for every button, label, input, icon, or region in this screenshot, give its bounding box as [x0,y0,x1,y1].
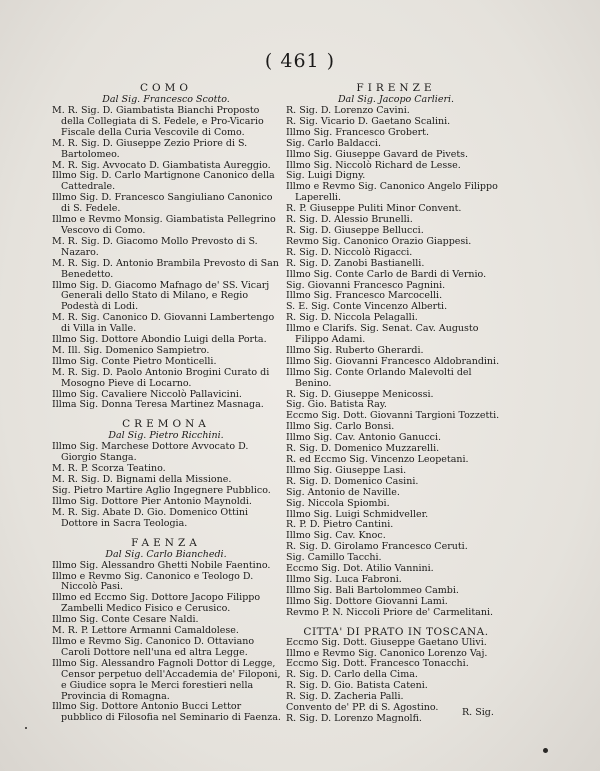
subscriber-entry: Illmo Sig. Giovanni Francesco Aldobrandini. [286,355,500,367]
subscriber-entry: Illmo Sig. Marchese Dottore Avvocato D. Giorgio Stanga. [52,441,249,464]
subscriber-entry: M. R. Sig. D. Giacomo Mollo Prevosto di S. Nazaro. [52,235,258,258]
subscriber-entry: Illmo Sig. Alessandro Ghetti Nobile Faentino. [52,559,271,571]
section-como [50,83,282,411]
section-subheading: Dal Sig. Jacopo Carlieri. [337,94,455,105]
section-heading: FAENZA [131,536,201,549]
subscriber-entry: Illmo Sig. Ruberto Gherardi. [286,344,424,356]
subscriber-entry: Illmo e Clarifs. Sig. Senat. Cav. Augusto Filippo Adami. [286,323,479,346]
subscriber-entry: R. Sig. Vicario D. Gaetano Scalini. [286,115,451,127]
catchword: R. Sig. [462,707,494,718]
subscriber-entry: R. Sig. D. Niccolò Rigacci. [286,246,413,258]
subscriber-entry: Sig. Luigi Digny. [286,170,366,182]
subscriber-entry: Eccmo Sig. Dott. Giuseppe Gaetano Ulivi. [286,636,487,648]
subscriber-entry: Sig. Giovanni Francesco Pagnini. [286,279,446,291]
subscriber-entry: Illmo Sig. Luigi Schmidveller. [286,508,429,520]
subscriber-entry: R. P. D. Pietro Cantini. [286,519,394,531]
subscriber-entry: R. Sig. D. Giuseppe Bellucci. [286,224,424,236]
subscriber-entry: Convento de' PP. di S. Agostino. [286,702,439,714]
section-subheading: Dal Sig. Francesco Scotto. [102,94,230,105]
subscriber-entry: S. E. Sig. Conte Vincenzo Alberti. [286,301,448,313]
subscriber-entry: R. Sig. D. Alessio Brunelli. [286,214,413,226]
subscriber-entry: Illmo Sig. Luca Fabroni. [286,573,402,585]
subscriber-entry: Illmo Sig. Cav. Antonio Ganucci. [286,432,442,444]
subscriber-entry: M. R. Sig. D. Giuseppe Zezio Priore di S. Bartolomeo. [52,137,248,160]
subscriber-entry: Illmo Sig. Cav. Knoc. [286,530,386,542]
subscriber-entry: Illmo Sig. Conte Carlo de Bardi di Vernio. [286,268,487,280]
subscriber-entry: Revmo P. N. Niccoli Priore de' Carmelitani. [286,606,493,618]
subscriber-entry: Eccmo Sig. Dott. Giovanni Targioni Tozzetti. [286,410,500,422]
subscriber-entry: Illmo Sig. Cavaliere Niccolò Pallavicini. [52,388,242,400]
subscriber-entry: R. Sig. D. Giuseppe Menicossi. [286,388,434,400]
subscriber-entry: Illmo Sig. Niccolò Richard de Lesse. [286,159,461,171]
section-firenze [284,83,508,619]
subscriber-entry: Illma Sig. Donna Teresa Martinez Masnaga. [52,399,264,411]
subscriber-entry: R. Sig. D. Carlo della Cima. [286,669,418,681]
subscriber-entry: R. Sig. D. Lorenzo Cavini. [286,105,410,116]
subscriber-entry: Illmo ed Eccmo Sig. Dottore Jacopo Filippo Zambelli Medico Fisico e Cerusico. [52,592,261,615]
subscriber-entry: M. R. Sig. D. Antonio Brambila Prevosto di San Benedetto. [52,257,279,280]
subscriber-entry: R. Sig. D. Zanobi Bastianelli. [286,257,425,269]
section-heading: CITTA' DI PRATO IN TOSCANA. [303,625,489,638]
subscriber-entry: M. R. Sig. Avvocato D. Giambatista Aureggio. [52,159,271,171]
subscriber-entry: Sig. Carlo Baldacci. [286,137,382,149]
subscriber-entry: M. R. Sig. D. Bignami della Missione. [52,474,232,486]
subscriber-entry: R. Sig. D. Zacheria Palli. [286,691,404,703]
subscriber-entry: Illmo Sig. Dottore Pier Antonio Maynoldi. [52,495,252,507]
section-faenza [50,538,282,725]
subscriber-entry: M. Ill. Sig. Domenico Sampietro. [52,344,210,356]
subscriber-entry: Illmo e Revmo Sig. Canonico D. Ottaviano Caroli Dottore nell'una ed altra Legge. [52,635,255,658]
ink-speck [543,748,548,753]
subscriber-entry: Illmo Sig. Giuseppe Gavard de Pivets. [286,148,469,160]
subscriber-entry: R. Sig. D. Domenico Casini. [286,475,419,487]
subscriber-entry: R. Sig. D. Niccola Pelagalli. [286,312,418,324]
subscriber-entry: Illmo Sig. Dottore Abondio Luigi della Porta. [52,334,267,346]
subscriber-entry: Illmo Sig. Dottore Giovanni Lami. [286,595,448,607]
right-column [284,83,508,725]
subscriber-entry: Illmo e Revmo Sig. Canonico e Teologo D. Niccolò Pasi. [52,570,254,593]
left-column [50,83,282,724]
subscriber-entry: R. P. Giuseppe Puliti Minor Convent. [286,203,462,215]
subscriber-entry: M. R. Sig. D. Giambatista Bianchi Proposto della Collegiata di S. Fedele, e Pro-Vicario Fiscale della Curia Vescovile di Como. [52,105,264,138]
subscriber-entry: Illmo e Revmo Sig. Canonico Angelo Filippo Laperelli. [286,181,498,204]
section-subheading: Dal Sig. Carlo Bianchedi. [105,548,227,560]
subscriber-entry: Illmo e Revmo Sig. Canonico Lorenzo Vaj. [286,647,488,659]
subscriber-entry: Illmo Sig. D. Carlo Martignone Canonico della Cattedrale. [52,170,275,193]
subscriber-entry: R. Sig. D. Girolamo Francesco Ceruti. [286,541,468,553]
subscriber-entry: Illmo e Revmo Monsig. Giambatista Pellegrino Vescovo di Como. [52,214,276,236]
subscriber-entry: Revmo Sig. Canonico Orazio Giappesi. [286,235,472,247]
subscriber-entry: Sig. Niccola Spiombi. [286,497,390,509]
subscriber-entry: Sig. Antonio de Naville. [286,486,400,498]
subscriber-entry: Illmo Sig. Conte Pietro Monticelli. [52,355,217,367]
subscriber-entry: M. R. P. Scorza Teatino. [52,463,166,475]
subscriber-entry: Illmo Sig. Dottore Antonio Bucci Lettor pubblico di Filosofia nel Seminario di Faenza. [52,701,281,724]
subscriber-entry: Sig. Gio. Batista Ray. [286,399,387,411]
subscriber-entry: Illmo Sig. Bali Bartolommeo Cambi. [286,584,459,596]
subscriber-entry: Illmo Sig. Conte Orlando Malevolti del Benino. [286,366,472,389]
subscriber-entry: Illmo Sig. D. Francesco Sangiuliano Canonico di S. Fedele. [52,192,273,215]
subscriber-entry: Eccmo Sig. Dott. Francesco Tonacchi. [286,658,469,670]
section-cremona [50,419,282,529]
subscriber-entry: Illmo Sig. Giuseppe Lasi. [286,464,407,476]
subscriber-entry: M. R. Sig. D. Paolo Antonio Brogini Curato di Mosogno Pieve di Locarno. [52,366,270,389]
ink-speck [25,727,27,729]
page-number: ( 461 ) [264,50,336,72]
section-heading: CREMONA [122,418,210,431]
subscriber-entry: R. Sig. D. Lorenzo Magnolfi. [286,712,422,724]
section-subheading: Dal Sig. Pietro Ricchini. [108,430,224,442]
subscriber-entry: Sig. Pietro Martire Aglio Ingegnere Pubblico. [52,485,271,496]
subscriber-entry: Eccmo Sig. Dot. Atilio Vannini. [286,563,434,575]
subscriber-entry: Illmo Sig. Carlo Bonsi. [286,421,395,433]
subscriber-entry: Illmo Sig. D. Giacomo Mafnago de' SS. Vicarj Generali dello Stato di Milano, e Regio Podestà di Lodi. [52,279,270,313]
subscriber-entry: M. R. Sig. Canonico D. Giovanni Lambertengo di Villa in Valle. [52,312,275,335]
section-heading: FIRENZE [356,82,436,94]
subscriber-entry: R. Sig. D. Domenico Muzzarelli. [286,443,440,455]
subscriber-entry: M. R. Sig. Abate D. Gio. Domenico Ottini Dottore in Sacra Teologia. [52,506,249,529]
subscriber-entry: M. R. P. Lettore Armanni Camaldolese. [52,625,239,637]
subscriber-entry: Illmo Sig. Francesco Marcocelli. [286,290,443,302]
subscriber-entry: Illmo Sig. Francesco Grobert. [286,126,429,138]
section-heading: COMO [139,82,192,94]
subscriber-entry: Illmo Sig. Conte Cesare Naldi. [52,614,199,626]
subscriber-entry: R. ed Eccmo Sig. Vincenzo Leopetani. [286,454,469,465]
subscriber-entry: Sig. Camillo Tacchi. [286,552,382,564]
subscriber-entry: R. Sig. D. Gio. Batista Cateni. [286,680,428,692]
subscriber-entry: Illmo Sig. Alessandro Fagnoli Dottor di Legge, Censor perpetuo dell'Accademia de' Filoponi, e Giudice sopra le Merci forestieri nella Provincia di Romagna. [52,657,281,702]
